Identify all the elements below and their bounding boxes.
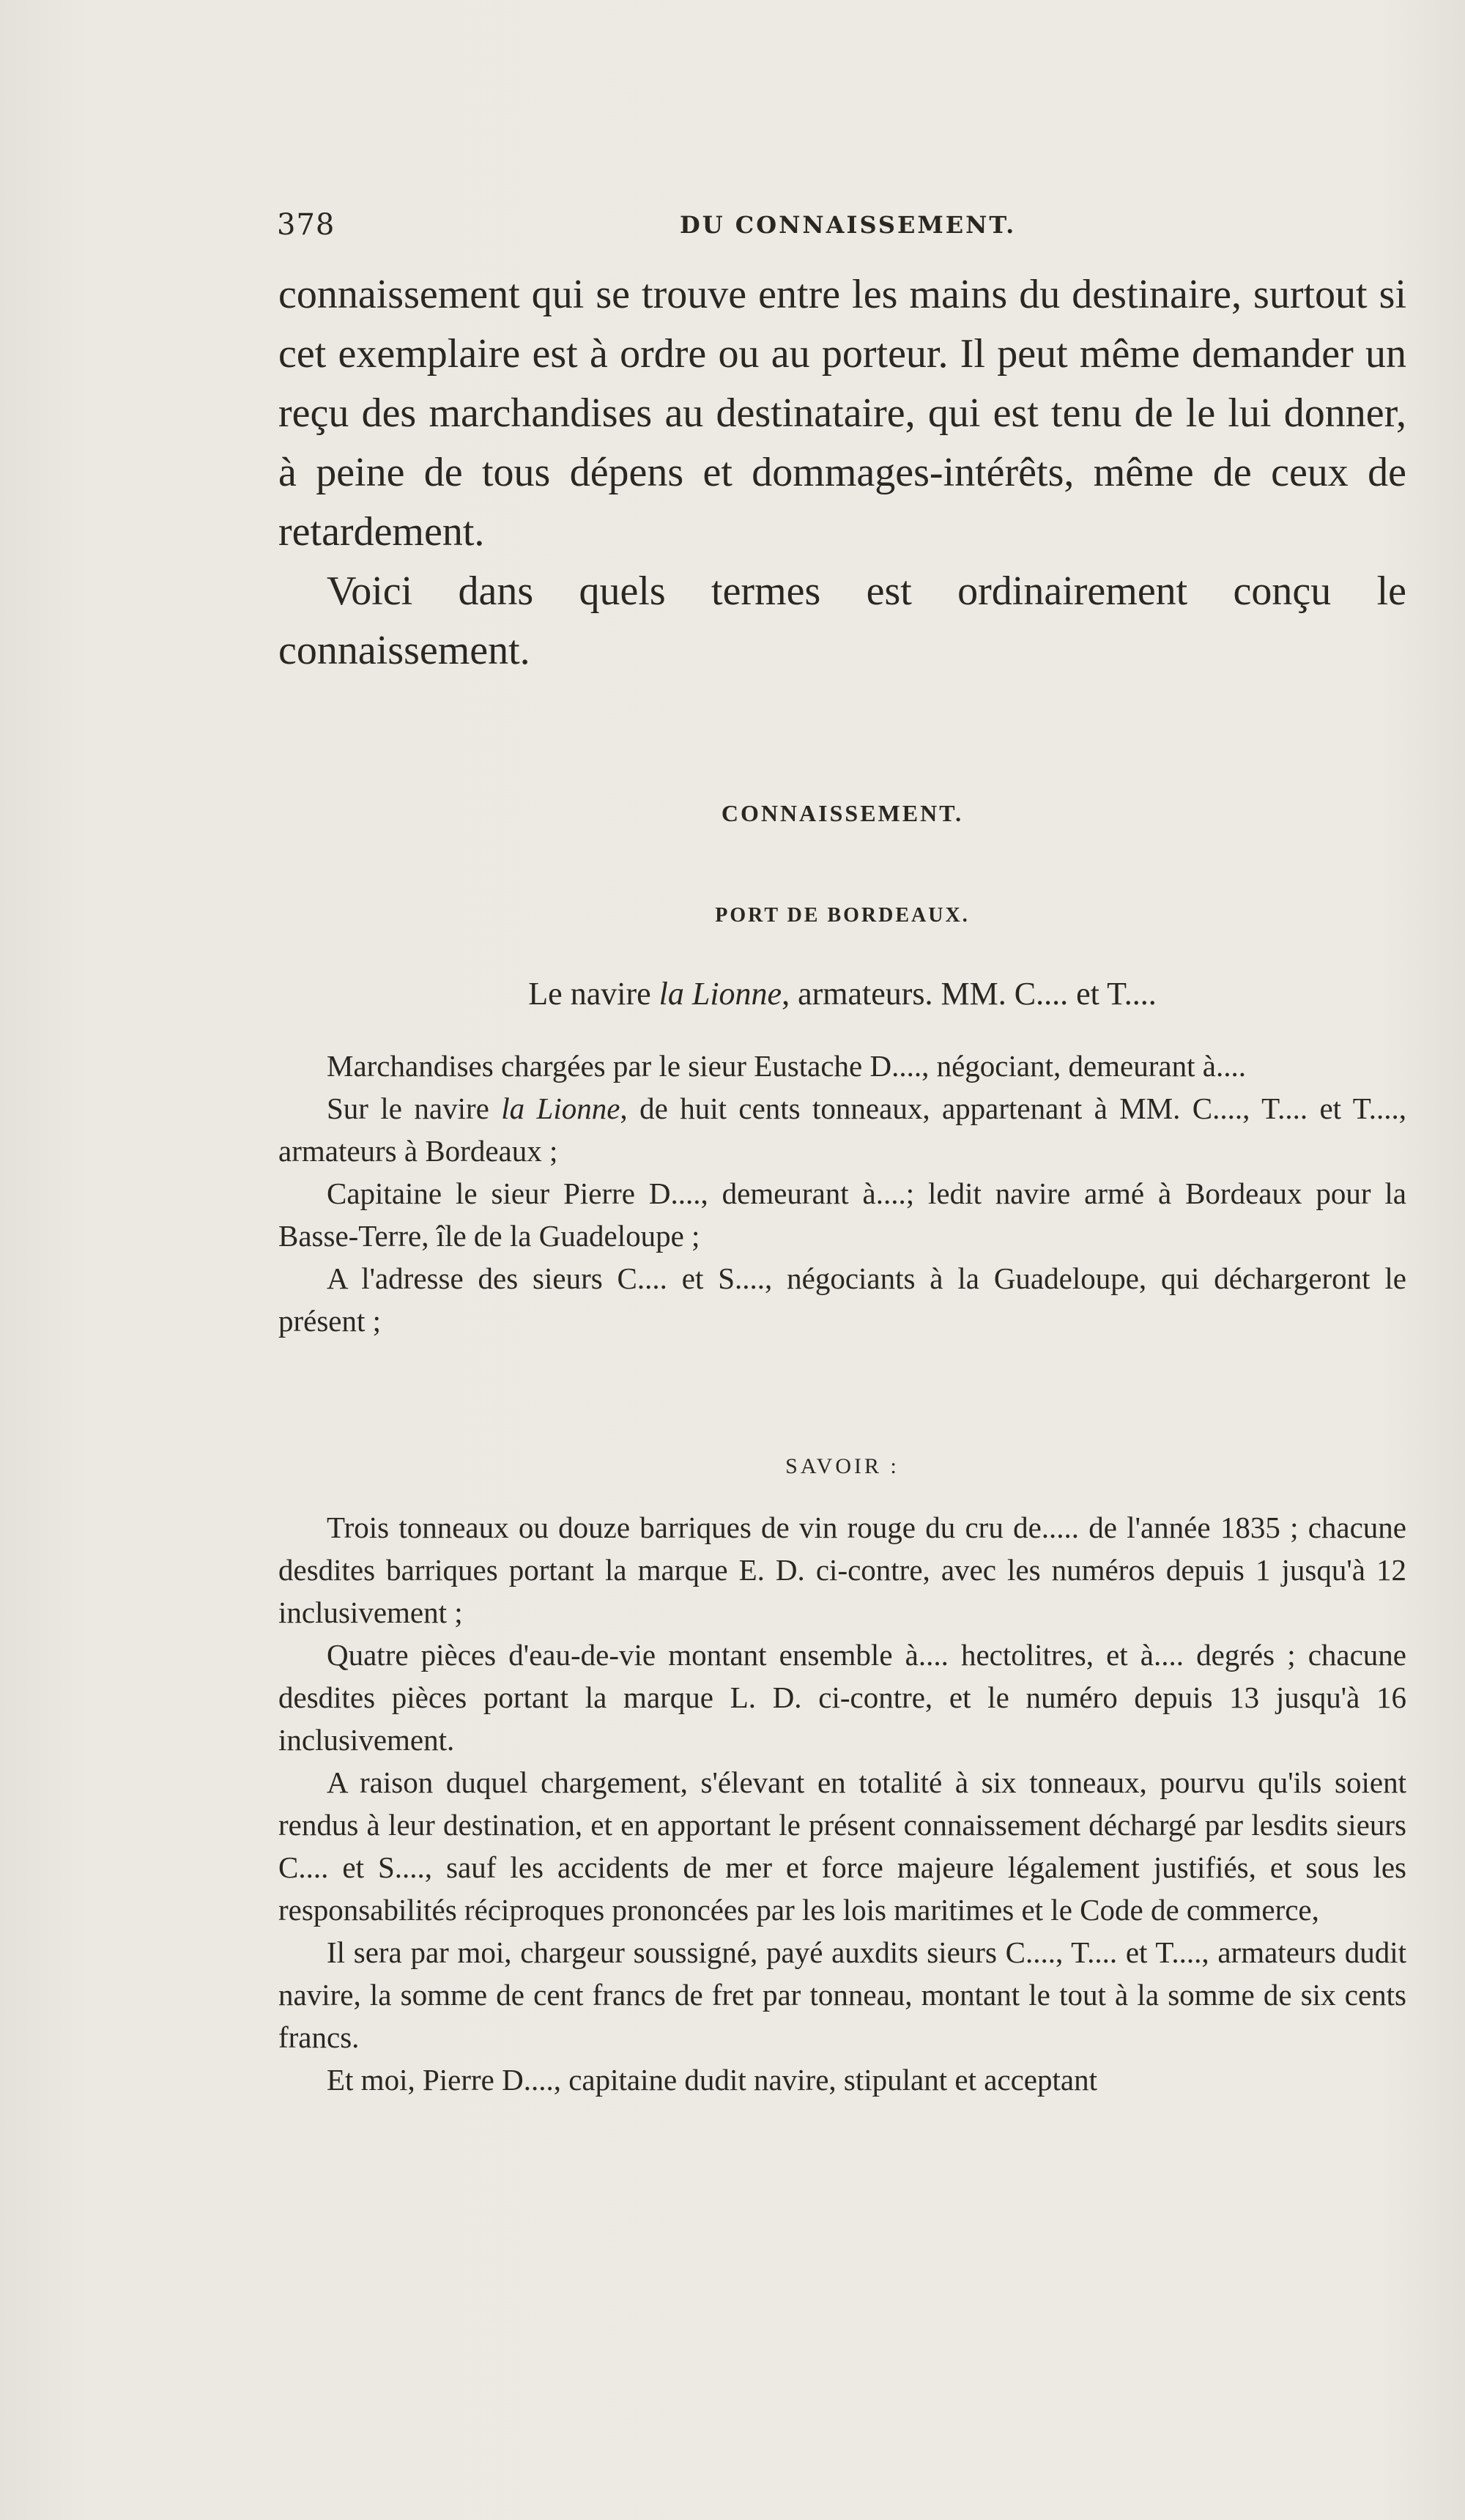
document-part-1 — [278, 1045, 1406, 1342]
part1-p2-prefix: Sur le navire — [327, 1092, 502, 1125]
part2-paragraph-4: Il sera par moi, chargeur soussigné, payé auxdits sieurs C...., T.... et T...., armateurs dudit navire, la somme de cent francs de fret par tonneau, montant le tout à la somme de six cents francs. — [278, 1935, 1406, 2054]
intro-paragraph-2: Voici dans quels termes est ordinairement conçu le connaissement. — [278, 568, 1406, 673]
part1-paragraph-2 — [278, 1087, 1406, 1172]
ship-line-prefix: Le navire — [528, 976, 659, 1012]
part1-paragraph-3: Capitaine le sieur Pierre D...., demeurant à....; ledit navire armé à Bordeaux pour la Basse-Terre, île de la Guadeloupe ; — [278, 1176, 1406, 1253]
document-part-2 — [278, 1506, 1406, 2101]
page-header — [277, 208, 1412, 252]
part2-paragraph-2: Quatre pièces d'eau-de-vie montant ensemble à.... hectolitres, et à.... degrés ; chacune desdites pièces portant la marque L. D. ci-contre, et le numéro depuis 13 jusqu'à 16 inclusivement. — [278, 1638, 1406, 1757]
document-title: CONNAISSEMENT. — [721, 800, 964, 826]
intro-paragraph-1: connaissement qui se trouve entre les mains du destinaire, surtout si cet exemplaire est à ordre ou au porteur. Il peut même demander un reçu des marchandises au destinataire, qui est tenu de le lui donner, à peine de tous dépens et dommages-intérêts, même de ceux de retardement. — [278, 272, 1406, 555]
intro-text — [278, 265, 1406, 681]
part1-paragraph-4: A l'adresse des sieurs C.... et S...., négociants à la Guadeloupe, qui déchargeront le présent ; — [278, 1261, 1406, 1338]
ship-name: la Lionne — [659, 976, 782, 1012]
part1-p2-suffix: , de huit cents tonneaux, appartenant à MM. C...., T.... et T...., armateurs à Bordeaux ; — [278, 1092, 1406, 1168]
part2-paragraph-3: A raison duquel chargement, s'élevant en totalité à six tonneaux, pourvu qu'ils soient rendus à leur destination, et en apportant le présent connaissement déchargé par lesdits sieurs C.... et S...., sauf les accidents de mer et force majeure légalement justifiés, et sous les responsabilités réciproques prononcées par les lois maritimes et le Code de commerce, — [278, 1765, 1406, 1927]
running-title: DU CONNAISSEMENT. — [680, 211, 1017, 239]
port-heading: PORT DE BORDEAUX. — [715, 904, 970, 927]
part2-paragraph-1: Trois tonneaux ou douze barriques de vin rouge du cru de..... de l'année 1835 ; chacune desdites barriques portant la marque E. D. ci-contre, avec les numéros depuis 1 jusqu'à 12 inclusivement ; — [278, 1511, 1406, 1629]
part1-paragraph-1: Marchandises chargées par le sieur Eustache D...., négociant, demeurant à.... — [327, 1049, 1246, 1083]
ship-line — [278, 975, 1406, 1012]
ship-line-suffix: , armateurs. MM. C.... et T.... — [782, 976, 1157, 1012]
part2-paragraph-5: Et moi, Pierre D...., capitaine dudit navire, stipulant et acceptant — [327, 2063, 1097, 2097]
savoir-heading: SAVOIR : — [785, 1454, 900, 1478]
page-number: 378 — [277, 208, 335, 242]
part1-p2-ship: la Lionne — [501, 1092, 620, 1125]
